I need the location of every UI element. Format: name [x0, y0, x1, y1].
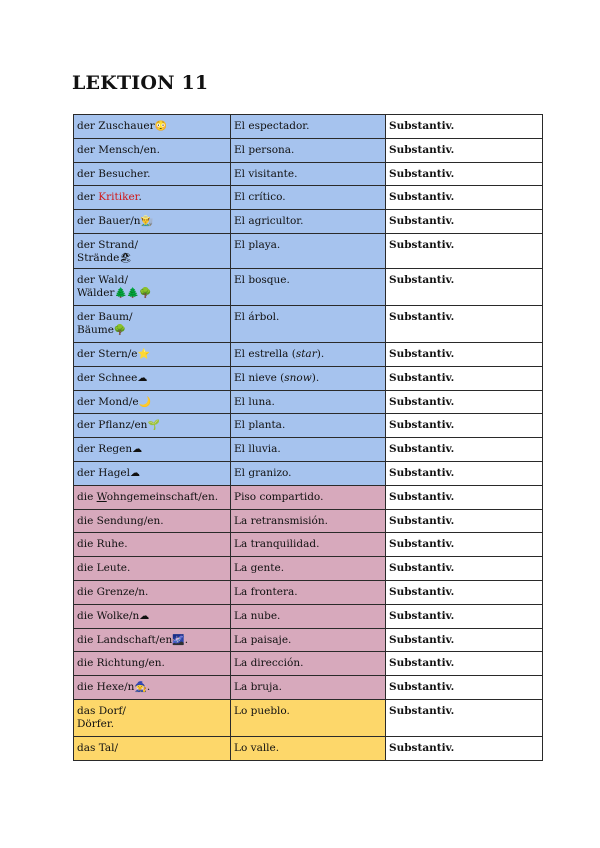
- german-word-cell: [74, 186, 231, 210]
- table-row: [74, 268, 543, 305]
- word-type-cell: Substantiv.: [386, 268, 543, 305]
- table-row: [74, 233, 543, 268]
- spanish-translation: La paisaje.: [234, 633, 292, 646]
- spanish-translation-cell: [231, 533, 386, 557]
- german-word-suffix: .: [138, 191, 142, 204]
- table-row: [74, 676, 543, 700]
- spanish-translation-cell: [231, 580, 386, 604]
- table-row: [74, 162, 543, 186]
- word-type-cell: Substantiv.: [386, 390, 543, 414]
- table-row: [74, 138, 543, 162]
- word-type-cell: Substantiv.: [386, 652, 543, 676]
- german-word-suffix: ohngemeinschaft/en.: [106, 490, 219, 503]
- spanish-translation: El agricultor.: [234, 215, 304, 228]
- german-word-cell: [74, 233, 231, 268]
- spanish-translation: El crítico.: [234, 191, 286, 204]
- word-emoji-icon: ☁: [130, 467, 141, 479]
- spanish-translation: El planta.: [234, 419, 286, 432]
- german-word-cell: [74, 652, 231, 676]
- german-word: der Stern/e: [77, 347, 138, 360]
- spanish-translation: Piso compartido.: [234, 490, 324, 503]
- word-type-cell: Substantiv.: [386, 533, 543, 557]
- word-emoji-icon: 🧙: [134, 682, 147, 694]
- german-word: der Schnee: [77, 371, 138, 384]
- spanish-translation-cell: [231, 366, 386, 390]
- word-emoji-icon: 🌙: [138, 396, 152, 408]
- table-row: [74, 628, 543, 652]
- word-type-cell: Substantiv.: [386, 736, 543, 760]
- spanish-translation: La gente.: [234, 562, 285, 575]
- german-word-tail: .: [184, 633, 189, 646]
- table-row: [74, 366, 543, 390]
- word-emoji-icon: ☁: [137, 372, 148, 384]
- word-type-cell: Substantiv.: [386, 485, 543, 509]
- german-article: der: [77, 191, 99, 204]
- german-word: die Wolke/n: [77, 609, 140, 622]
- german-article: die: [77, 490, 97, 503]
- german-word: der Hagel: [77, 466, 131, 479]
- word-type-cell: Substantiv.: [386, 414, 543, 438]
- spanish-translation: La retransmisión.: [234, 514, 328, 527]
- spanish-translation-cell: [231, 138, 386, 162]
- word-emoji-icon: ☁: [132, 444, 143, 456]
- table-row: [74, 115, 543, 139]
- table-row: [74, 210, 543, 234]
- table-row: [74, 485, 543, 509]
- word-emoji-icon: ⭐: [137, 348, 150, 360]
- spanish-translation-cell: [231, 652, 386, 676]
- word-type-cell: Substantiv.: [386, 138, 543, 162]
- spanish-translation: La nube.: [234, 609, 281, 622]
- german-word: die Hexe/n: [77, 681, 135, 694]
- german-word-cell: [74, 580, 231, 604]
- german-word: die Ruhe.: [77, 538, 128, 551]
- german-word-cell: [74, 268, 231, 305]
- spanish-translation-cell: [231, 115, 386, 139]
- spanish-translation-cell: [231, 438, 386, 462]
- spanish-translation-cell: [231, 162, 386, 186]
- spanish-translation: ).: [311, 371, 320, 384]
- german-word: der Mensch/en.: [77, 143, 160, 156]
- word-type-cell: Substantiv.: [386, 580, 543, 604]
- table-row: [74, 557, 543, 581]
- word-emoji-icon: 🏖: [119, 252, 133, 264]
- table-row: [74, 699, 543, 736]
- spanish-translation-cell: [231, 485, 386, 509]
- word-emoji-icon: 🌱: [147, 420, 160, 432]
- spanish-translation-cell: [231, 305, 386, 342]
- table-row: [74, 533, 543, 557]
- spanish-translation: El nieve (: [234, 371, 285, 384]
- german-word-cell: [74, 342, 231, 366]
- german-word-cell: [74, 390, 231, 414]
- english-hint: snow: [284, 371, 312, 384]
- word-type-cell: Substantiv.: [386, 186, 543, 210]
- german-word: der Regen: [77, 443, 133, 456]
- table-row: [74, 509, 543, 533]
- german-word-underlined: W: [96, 490, 107, 503]
- spanish-translation-cell: [231, 676, 386, 700]
- word-type-cell: Substantiv.: [386, 509, 543, 533]
- spanish-translation: El estrella (: [234, 347, 296, 360]
- spanish-translation: El persona.: [234, 143, 295, 156]
- german-word: der Pflanz/en: [77, 419, 148, 432]
- word-type-cell: Substantiv.: [386, 676, 543, 700]
- german-word: die Richtung/en.: [77, 657, 165, 670]
- spanish-translation: La frontera.: [234, 585, 298, 598]
- word-type-cell: Substantiv.: [386, 628, 543, 652]
- spanish-translation-cell: [231, 461, 386, 485]
- german-word: der Wald/: [77, 273, 129, 286]
- german-word-cell: [74, 162, 231, 186]
- spanish-translation-cell: [231, 390, 386, 414]
- spanish-translation-cell: [231, 509, 386, 533]
- word-emoji-icon: 👨‍🌾: [140, 216, 154, 228]
- table-row: [74, 438, 543, 462]
- spanish-translation: Lo valle.: [234, 741, 280, 754]
- german-word-cell: [74, 138, 231, 162]
- word-type-cell: Substantiv.: [386, 604, 543, 628]
- spanish-translation: El visitante.: [234, 167, 298, 180]
- german-word: der Bauer/n: [77, 215, 141, 228]
- german-word: der Besucher.: [77, 167, 151, 180]
- german-word: der Strand/: [77, 238, 139, 251]
- word-emoji-icon: 🌳: [113, 324, 127, 336]
- german-word: die Sendung/en.: [77, 514, 164, 527]
- table-row: [74, 604, 543, 628]
- table-row: [74, 186, 543, 210]
- spanish-translation: El luna.: [234, 395, 275, 408]
- german-word-cell: [74, 604, 231, 628]
- german-word-cell: [74, 438, 231, 462]
- word-type-cell: Substantiv.: [386, 342, 543, 366]
- german-word-cell: [74, 414, 231, 438]
- german-plural: Bäume: [77, 323, 114, 336]
- spanish-translation-cell: [231, 604, 386, 628]
- spanish-translation-cell: [231, 736, 386, 760]
- table-row: [74, 580, 543, 604]
- german-word: die Grenze/n.: [77, 585, 149, 598]
- word-type-cell: Substantiv.: [386, 461, 543, 485]
- word-type-cell: Substantiv.: [386, 699, 543, 736]
- spanish-translation: La dirección.: [234, 657, 304, 670]
- word-emoji-icon: 🌲🌲🌳: [114, 287, 152, 299]
- table-row: [74, 305, 543, 342]
- german-word-cell: [74, 533, 231, 557]
- spanish-translation-cell: [231, 414, 386, 438]
- word-emoji-icon: 🌌: [172, 634, 185, 646]
- german-word: die Leute.: [77, 562, 131, 575]
- german-word-cell: [74, 115, 231, 139]
- spanish-translation: Lo pueblo.: [234, 704, 290, 717]
- spanish-translation-cell: [231, 268, 386, 305]
- spanish-translation: La tranquilidad.: [234, 538, 320, 551]
- table-row: [74, 414, 543, 438]
- spanish-translation-cell: [231, 628, 386, 652]
- spanish-translation: El árbol.: [234, 310, 280, 323]
- german-plural: Wälder: [77, 286, 115, 299]
- word-type-cell: Substantiv.: [386, 366, 543, 390]
- spanish-translation-cell: [231, 210, 386, 234]
- table-row: [74, 390, 543, 414]
- german-word: die Landschaft/en: [77, 633, 173, 646]
- german-word-cell: [74, 305, 231, 342]
- word-emoji-icon: ☁: [139, 610, 150, 622]
- word-type-cell: Substantiv.: [386, 210, 543, 234]
- german-word-cell: [74, 557, 231, 581]
- table-row: [74, 652, 543, 676]
- english-hint: star: [295, 347, 317, 360]
- vocabulary-table: [73, 114, 543, 761]
- spanish-translation-cell: [231, 233, 386, 268]
- german-word: das Tal/: [77, 741, 119, 754]
- spanish-translation-cell: [231, 342, 386, 366]
- spanish-translation: El lluvia.: [234, 443, 281, 456]
- word-type-cell: Substantiv.: [386, 305, 543, 342]
- spanish-translation: El bosque.: [234, 273, 290, 286]
- german-word-cell: [74, 676, 231, 700]
- word-type-cell: Substantiv.: [386, 162, 543, 186]
- german-word-cell: [74, 699, 231, 736]
- german-plural: Strände: [77, 251, 120, 264]
- german-plural: Dörfer.: [77, 717, 115, 730]
- spanish-translation: El espectador.: [234, 120, 310, 132]
- spanish-translation: La bruja.: [234, 681, 282, 694]
- page-title: LEKTION 11: [72, 72, 209, 94]
- word-type-cell: Substantiv.: [386, 557, 543, 581]
- spanish-translation-cell: [231, 557, 386, 581]
- word-type-cell: Substantiv.: [386, 115, 543, 139]
- german-word: der Mond/e: [77, 395, 139, 408]
- german-word: der Zuschauer: [77, 120, 155, 132]
- word-type-cell: Substantiv.: [386, 438, 543, 462]
- german-word-cell: [74, 485, 231, 509]
- german-word: das Dorf/: [77, 704, 126, 717]
- german-word-cell: [74, 736, 231, 760]
- german-word-cell: [74, 628, 231, 652]
- german-word-highlight: Kritiker: [98, 191, 139, 204]
- word-type-cell: Substantiv.: [386, 233, 543, 268]
- german-word-cell: [74, 210, 231, 234]
- spanish-translation: ).: [316, 347, 325, 360]
- spanish-translation-cell: [231, 699, 386, 736]
- spanish-translation-cell: [231, 186, 386, 210]
- german-word-cell: [74, 509, 231, 533]
- german-word-tail: .: [146, 681, 151, 694]
- german-word: der Baum/: [77, 310, 133, 323]
- spanish-translation: El playa.: [234, 238, 281, 251]
- table-row: [74, 342, 543, 366]
- table-row: [74, 461, 543, 485]
- german-word-cell: [74, 366, 231, 390]
- spanish-translation: El granizo.: [234, 466, 292, 479]
- table-row: [74, 736, 543, 760]
- word-emoji-icon: 😳: [154, 121, 168, 132]
- german-word-cell: [74, 461, 231, 485]
